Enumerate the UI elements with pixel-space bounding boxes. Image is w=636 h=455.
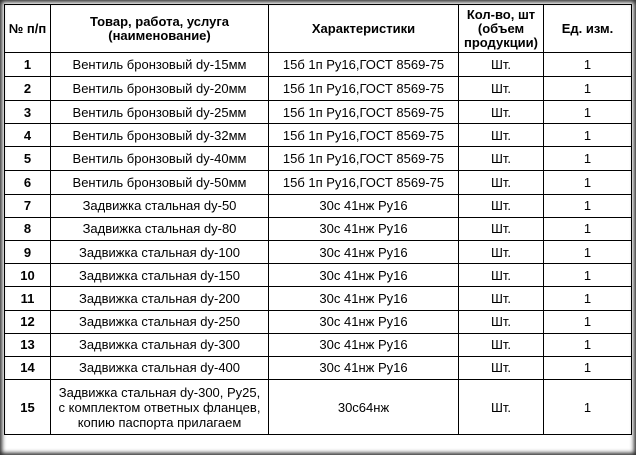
- row-name: Задвижка стальная dy-300: [51, 333, 269, 356]
- row-name-line3: копию паспорта прилагаем: [77, 414, 242, 430]
- row-spec: 30с 41нж Ру16: [269, 240, 459, 263]
- row-qty: Шт.: [459, 53, 544, 77]
- header-name-line1: Товар, работа, услуга: [89, 13, 229, 29]
- row-qty: Шт.: [459, 356, 544, 379]
- row-unit: 1: [544, 333, 632, 356]
- row-qty: Шт.: [459, 147, 544, 171]
- header-row: [5, 5, 632, 53]
- row-num: 7: [5, 194, 51, 217]
- row-spec: 15б 1п Ру16,ГОСТ 8569-75: [269, 101, 459, 124]
- row-spec: 30с 41нж Ру16: [269, 194, 459, 217]
- row-qty: Шт.: [459, 240, 544, 263]
- row-spec: 30с 41нж Ру16: [269, 264, 459, 287]
- row-qty: Шт.: [459, 77, 544, 101]
- row-spec: 30с 41нж Ру16: [269, 217, 459, 240]
- row-unit: 1: [544, 77, 632, 101]
- table-row: [5, 101, 632, 124]
- table-row: [5, 77, 632, 101]
- row-num: 15: [5, 380, 51, 435]
- row-qty: Шт.: [459, 310, 544, 333]
- row-name: Вентиль бронзовый dy-50мм: [51, 171, 269, 194]
- row-unit: 1: [544, 171, 632, 194]
- table-row: [5, 171, 632, 194]
- table-row: [5, 217, 632, 240]
- row-spec: 15б 1п Ру16,ГОСТ 8569-75: [269, 171, 459, 194]
- row-name: Задвижка стальная dy-250: [51, 310, 269, 333]
- row-name-line1: Задвижка стальная dy-300, Ру25,: [58, 384, 261, 400]
- row-num: 4: [5, 124, 51, 147]
- row-name: Задвижка стальная dy-400: [51, 356, 269, 379]
- row-name: [51, 380, 269, 435]
- row-name: Задвижка стальная dy-80: [51, 217, 269, 240]
- row-unit: 1: [544, 53, 632, 77]
- header-qty-line3: продукции): [463, 34, 538, 50]
- table-row: [5, 380, 632, 435]
- table-row: [5, 264, 632, 287]
- row-spec: 30с 41нж Ру16: [269, 356, 459, 379]
- table-row: [5, 147, 632, 171]
- row-unit: 1: [544, 287, 632, 310]
- row-num: 8: [5, 217, 51, 240]
- row-name: Задвижка стальная dy-50: [51, 194, 269, 217]
- table-row: [5, 310, 632, 333]
- row-name: Вентиль бронзовый dy-20мм: [51, 77, 269, 101]
- row-unit: 1: [544, 264, 632, 287]
- table-row: [5, 356, 632, 379]
- row-name: Вентиль бронзовый dy-40мм: [51, 147, 269, 171]
- header-unit: Ед. изм.: [544, 5, 632, 53]
- row-name: Вентиль бронзовый dy-15мм: [51, 53, 269, 77]
- row-qty: Шт.: [459, 217, 544, 240]
- row-unit: 1: [544, 240, 632, 263]
- row-name: Задвижка стальная dy-200: [51, 287, 269, 310]
- row-num: 5: [5, 147, 51, 171]
- table-row: [5, 53, 632, 77]
- header-spec: Характеристики: [269, 5, 459, 53]
- row-qty: Шт.: [459, 124, 544, 147]
- row-unit: 1: [544, 101, 632, 124]
- row-name: Вентиль бронзовый dy-32мм: [51, 124, 269, 147]
- header-qty-line2: (объем: [477, 20, 525, 36]
- row-spec: 30с 41нж Ру16: [269, 287, 459, 310]
- row-num: 14: [5, 356, 51, 379]
- row-spec: 30с64нж: [269, 380, 459, 435]
- row-unit: 1: [544, 147, 632, 171]
- row-unit: 1: [544, 217, 632, 240]
- header-name: [51, 5, 269, 53]
- row-qty: Шт.: [459, 264, 544, 287]
- row-qty: Шт.: [459, 194, 544, 217]
- goods-table: [4, 4, 632, 435]
- table-row: [5, 194, 632, 217]
- header-num: № п/п: [5, 5, 51, 53]
- row-qty: Шт.: [459, 333, 544, 356]
- row-num: 9: [5, 240, 51, 263]
- row-spec: 15б 1п Ру16,ГОСТ 8569-75: [269, 77, 459, 101]
- row-num: 1: [5, 53, 51, 77]
- header-name-line2: (наименование): [108, 27, 211, 43]
- row-spec: 15б 1п Ру16,ГОСТ 8569-75: [269, 53, 459, 77]
- table-row: [5, 240, 632, 263]
- row-qty: Шт.: [459, 101, 544, 124]
- row-name: Вентиль бронзовый dy-25мм: [51, 101, 269, 124]
- row-name-line2: с комплектом ответных фланцев,: [58, 399, 261, 415]
- row-spec: 30с 41нж Ру16: [269, 310, 459, 333]
- row-qty: Шт.: [459, 171, 544, 194]
- row-name: Задвижка стальная dy-100: [51, 240, 269, 263]
- row-qty: Шт.: [459, 287, 544, 310]
- row-num: 13: [5, 333, 51, 356]
- row-num: 11: [5, 287, 51, 310]
- row-spec: 15б 1п Ру16,ГОСТ 8569-75: [269, 147, 459, 171]
- row-qty: Шт.: [459, 380, 544, 435]
- row-unit: 1: [544, 124, 632, 147]
- row-spec: 15б 1п Ру16,ГОСТ 8569-75: [269, 124, 459, 147]
- row-num: 6: [5, 171, 51, 194]
- row-num: 3: [5, 101, 51, 124]
- row-num: 12: [5, 310, 51, 333]
- row-name: Задвижка стальная dy-150: [51, 264, 269, 287]
- row-unit: 1: [544, 356, 632, 379]
- row-unit: 1: [544, 380, 632, 435]
- table-row: [5, 124, 632, 147]
- table-row: [5, 287, 632, 310]
- row-num: 2: [5, 77, 51, 101]
- table-row: [5, 333, 632, 356]
- row-num: 10: [5, 264, 51, 287]
- row-spec: 30с 41нж Ру16: [269, 333, 459, 356]
- header-qty: [459, 5, 544, 53]
- header-qty-line1: Кол-во, шт: [466, 6, 536, 22]
- row-unit: 1: [544, 194, 632, 217]
- row-unit: 1: [544, 310, 632, 333]
